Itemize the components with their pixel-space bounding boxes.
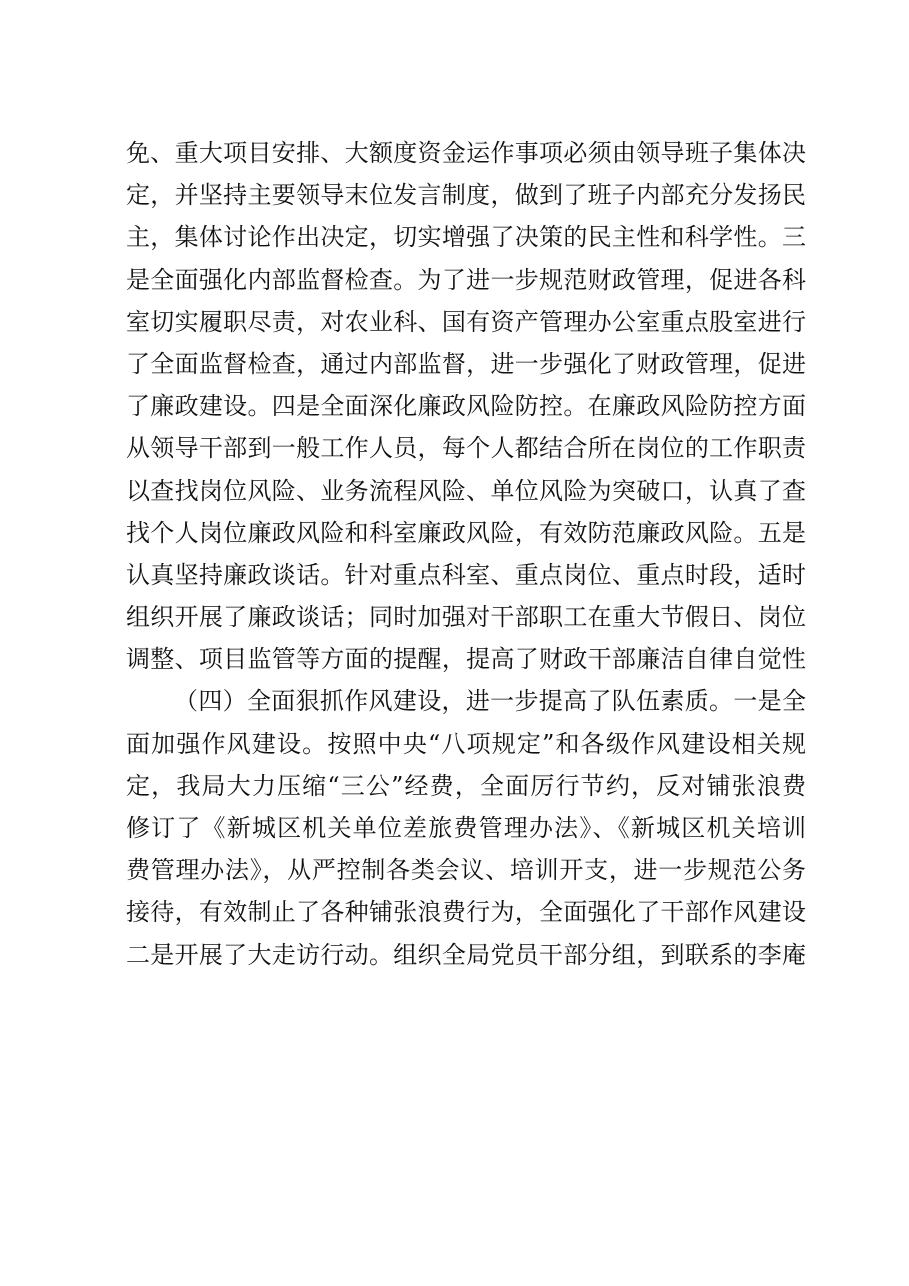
text-line: 定，我局大力压缩“三公”经费，全面厉行节约，反对铺张浪费 — [126, 771, 806, 800]
text-line: 是全面强化内部监督检查。为了进一步规范财政管理，促进各科 — [126, 265, 806, 294]
text-line: 从领导干部到一般工作人员，每个人都结合所在岗位的工作职责 — [126, 434, 806, 463]
text-line: 调整、项目监管等方面的提醒，提高了财政干部廉洁自律自觉性 — [126, 645, 806, 674]
text-line: 费管理办法》，从严控制各类会议、培训开支，进一步规范公务 — [126, 856, 806, 885]
text-line: 认真坚持廉政谈话。针对重点科室、重点岗位、重点时段，适时 — [126, 560, 806, 589]
text-line: 室切实履职尽责，对农业科、国有资产管理办公室重点股室进行 — [126, 307, 806, 336]
text-line: 定，并坚持主要领导末位发言制度，做到了班子内部充分发扬民 — [126, 181, 806, 210]
text-line: 免、重大项目安排、大额度资金运作事项必须由领导班子集体决 — [126, 139, 806, 167]
text-line: 找个人岗位廉政风险和科室廉政风险，有效防范廉政风险。五是 — [126, 518, 806, 547]
body-text — [126, 132, 806, 976]
text-line: 了廉政建设。四是全面深化廉政风险防控。在廉政风险防控方面 — [126, 392, 806, 421]
text-line: 面加强作风建设。按照中央“八项规定”和各级作风建设相关规 — [126, 729, 806, 758]
text-line: 组织开展了廉政谈话；同时加强对干部职工在重大节假日、岗位 — [126, 603, 806, 632]
text-line: 修订了《新城区机关单位差旅费管理办法》、《新城区机关培训 — [126, 814, 806, 842]
text-line: 接待，有效制止了各种铺张浪费行为，全面强化了干部作风建设 — [126, 898, 806, 927]
text-line: 主，集体讨论作出决定，切实增强了决策的民主性和科学性。三 — [126, 223, 806, 252]
text-line: 了全面监督检查，通过内部监督，进一步强化了财政管理，促进 — [126, 349, 806, 378]
text-line: 二是开展了大走访行动。组织全局党员干部分组，到联系的李庵 — [126, 940, 806, 969]
text-line: 以查找岗位风险、业务流程风险、单位风险为突破口，认真了查 — [126, 476, 806, 505]
section-heading-line: （四）全面狠抓作风建设，进一步提高了队伍素质。一是全 — [174, 687, 806, 716]
